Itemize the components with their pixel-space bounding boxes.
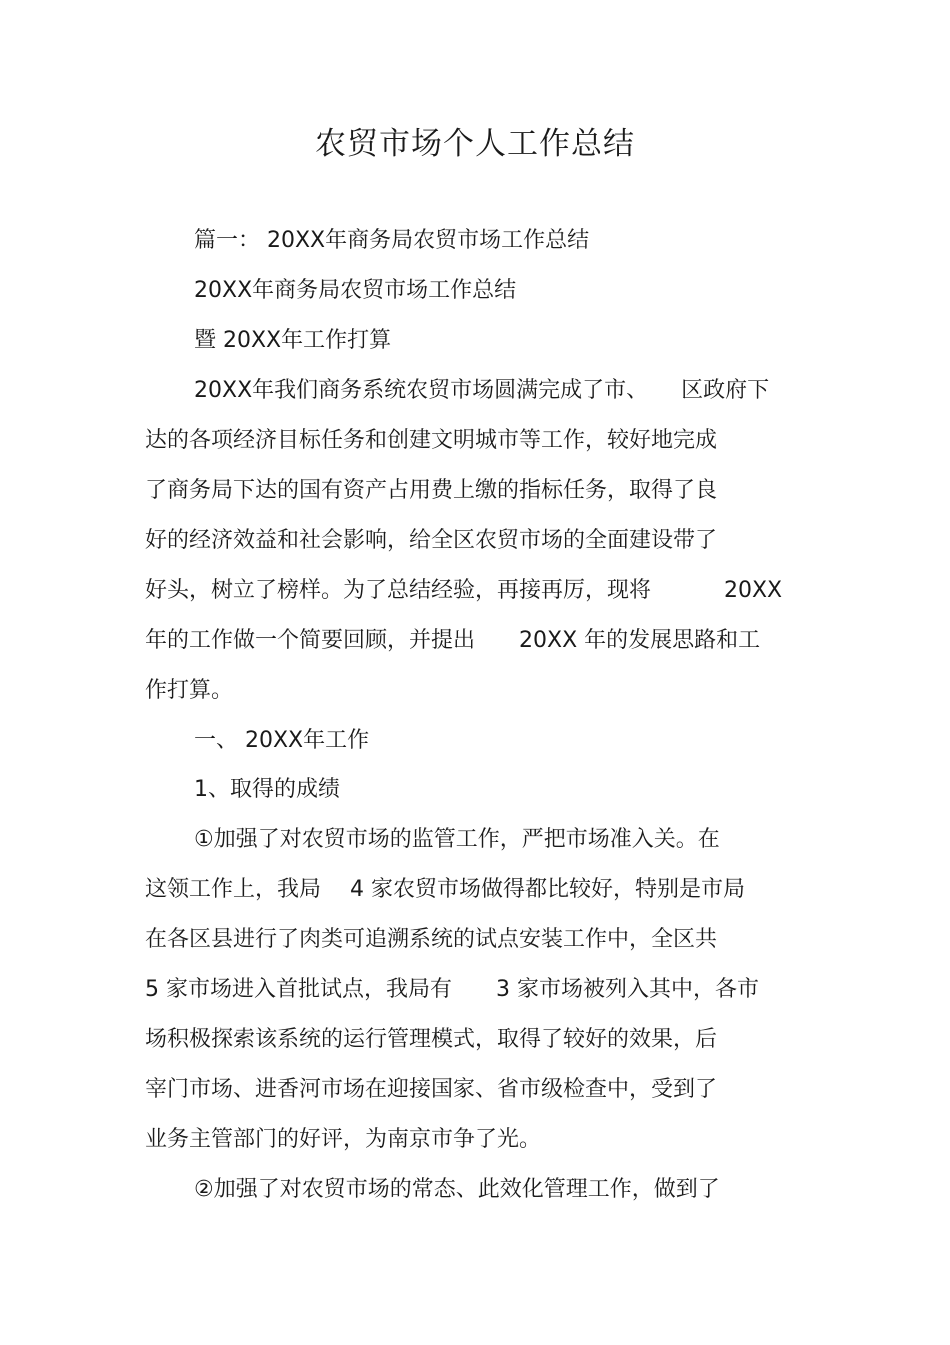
text-line: 这领工作上，我局 4 家农贸市场做得都比较好，特别是市局 xyxy=(145,877,745,902)
text-line: 达的各项经济目标任务和创建文明城市等工作，较好地完成 xyxy=(145,428,718,453)
document-title: 农贸市场个人工作总结 xyxy=(315,126,635,162)
text-line: 场积极探索该系统的运行管理模式，取得了较好的效果，后 xyxy=(145,1027,718,1052)
text-line: 篇一： 20XX年商务局农贸市场工作总结 xyxy=(194,228,590,253)
text-line: 年的工作做一个简要回顾，并提出 20XX 年的发展思路和工 xyxy=(145,628,761,653)
text-line: 了商务局下达的国有资产占用费上缴的指标任务，取得了良 xyxy=(145,478,718,503)
text-line: 在各区县进行了肉类可追溯系统的试点安装工作中，全区共 xyxy=(145,927,718,952)
text-line: 好头，树立了榜样。为了总结经验，再接再厉，现将 20XX xyxy=(145,578,783,603)
text-line: ②加强了对农贸市场的常态、此效化管理工作，做到了 xyxy=(194,1177,720,1202)
text-line: 作打算。 xyxy=(145,678,234,703)
text-line: 宰门市场、进香河市场在迎接国家、省市级检查中，受到了 xyxy=(145,1077,718,1102)
text-line: 20XX年商务局农贸市场工作总结 xyxy=(194,278,517,303)
section-heading: 一、 20XX年工作 xyxy=(194,728,370,753)
text-line: 暨 20XX年工作打算 xyxy=(194,328,392,353)
text-line: ①加强了对农贸市场的监管工作，严把市场准入关。在 xyxy=(194,827,720,852)
text-line: 20XX年我们商务系统农贸市场圆满完成了市、 区政府下 xyxy=(194,378,770,403)
text-line: 5 家市场进入首批试点，我局有 3 家市场被列入其中，各市 xyxy=(145,977,759,1002)
text-line: 好的经济效益和社会影响，给全区农贸市场的全面建设带了 xyxy=(145,528,718,553)
subsection-heading: 1、取得的成绩 xyxy=(194,777,340,802)
text-line: 业务主管部门的好评，为南京市争了光。 xyxy=(145,1127,542,1152)
